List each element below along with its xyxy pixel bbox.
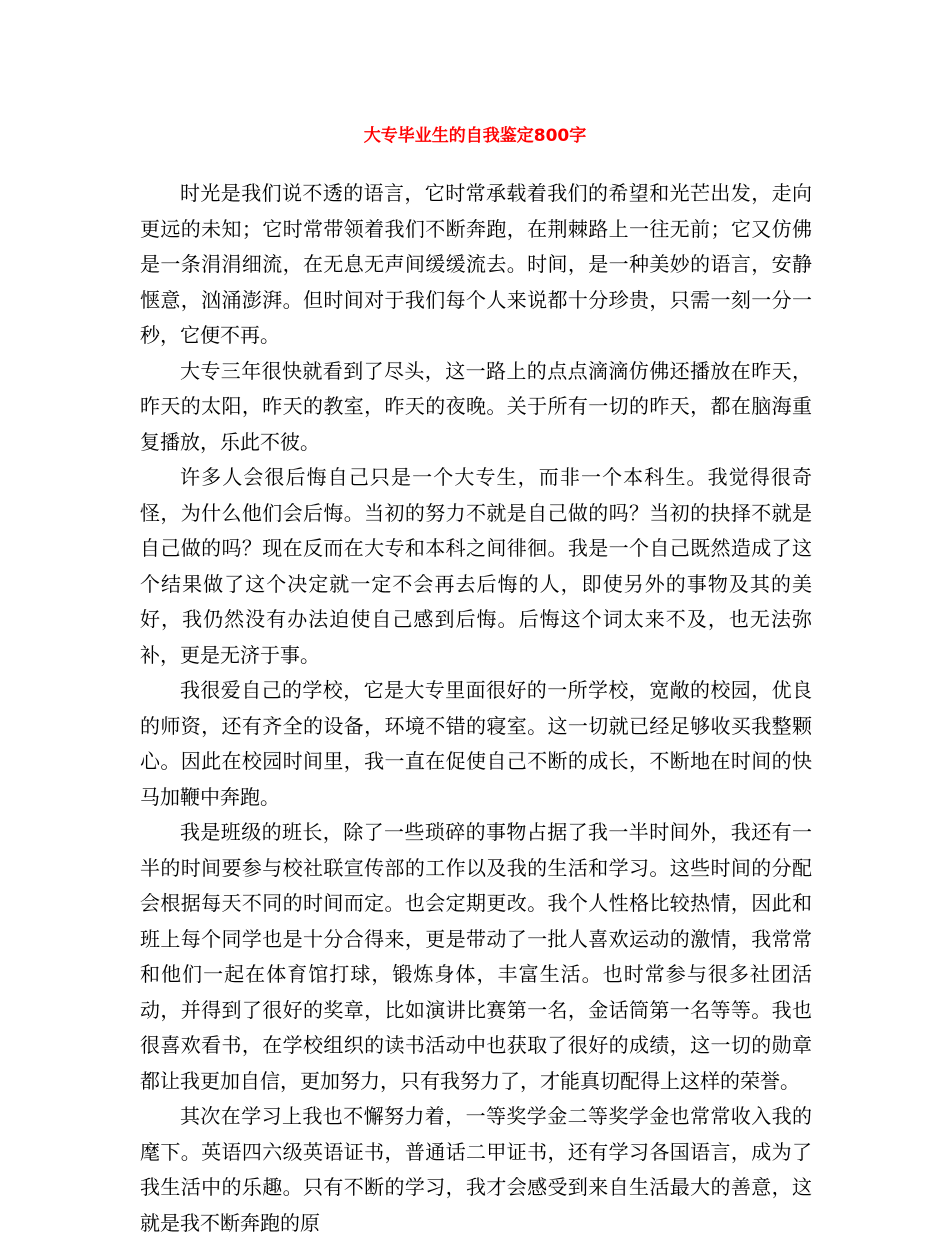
paragraph: 时光是我们说不透的语言，它时常承载着我们的希望和光芒出发，走向更远的未知；它时常带领着我们不断奔跑，在荆棘路上一往无前；它又仿佛是一条涓涓细流，在无息无声间缓缓流去。时间，是一种美妙的语言，安静惬意，汹涌澎湃。但时间对于我们每个人来说都十分珍贵，只需一刻一分一秒，它便不再。: [140, 181, 812, 347]
document-title: 大专毕业生的自我鉴定800字: [363, 126, 587, 146]
paragraph: 我很爱自己的学校，它是大专里面很好的一所学校，宽敞的校园，优良的师资，还有齐全的设备，环境不错的寝室。这一切就已经足够收买我整颗心。因此在校园时间里，我一直在促使自己不断的成长，不断地在时间的快马加鞭中奔跑。: [140, 678, 812, 809]
paragraph: 大专三年很快就看到了尽头，这一路上的点点滴滴仿佛还播放在昨天，昨天的太阳，昨天的教室，昨天的夜晚。关于所有一切的昨天，都在脑海重复播放，乐此不彼。: [140, 358, 812, 454]
paragraph: 其次在学习上我也不懈努力着，一等奖学金二等奖学金也常常收入我的麾下。英语四六级英语证书，普通话二甲证书，还有学习各国语言，成为了我生活中的乐趣。只有不断的学习，我才会感受到来自生活最大的善意，这就是我不断奔跑的原: [140, 1104, 812, 1235]
paragraph: 许多人会很后悔自己只是一个大专生，而非一个本科生。我觉得很奇怪，为什么他们会后悔。当初的努力不就是自己做的吗？当初的抉择不就是自己做的吗？现在反而在大专和本科之间徘徊。我是一个自己既然造成了这个结果做了这个决定就一定不会再去后悔的人，即使另外的事物及其的美好，我仍然没有办法迫使自己感到后悔。后悔这个词太来不及，也无法弥补，更是无济于事。: [140, 465, 812, 667]
document-body: [140, 176, 812, 1241]
paragraph: 我是班级的班长，除了一些琐碎的事物占据了我一半时间外，我还有一半的时间要参与校社联宣传部的工作以及我的生活和学习。这些时间的分配会根据每天不同的时间而定。也会定期更改。我个人性格比较热情，因此和班上每个同学也是十分合得来，更是带动了一批人喜欢运动的激情，我常常和他们一起在体育馆打球，锻炼身体，丰富生活。也时常参与很多社团活动，并得到了很好的奖章，比如演讲比赛第一名，金话筒第一名等等。我也很喜欢看书，在学校组织的读书活动中也获取了很好的成绩，这一切的勋章都让我更加自信，更加努力，只有我努力了，才能真切配得上这样的荣誉。: [140, 820, 812, 1093]
